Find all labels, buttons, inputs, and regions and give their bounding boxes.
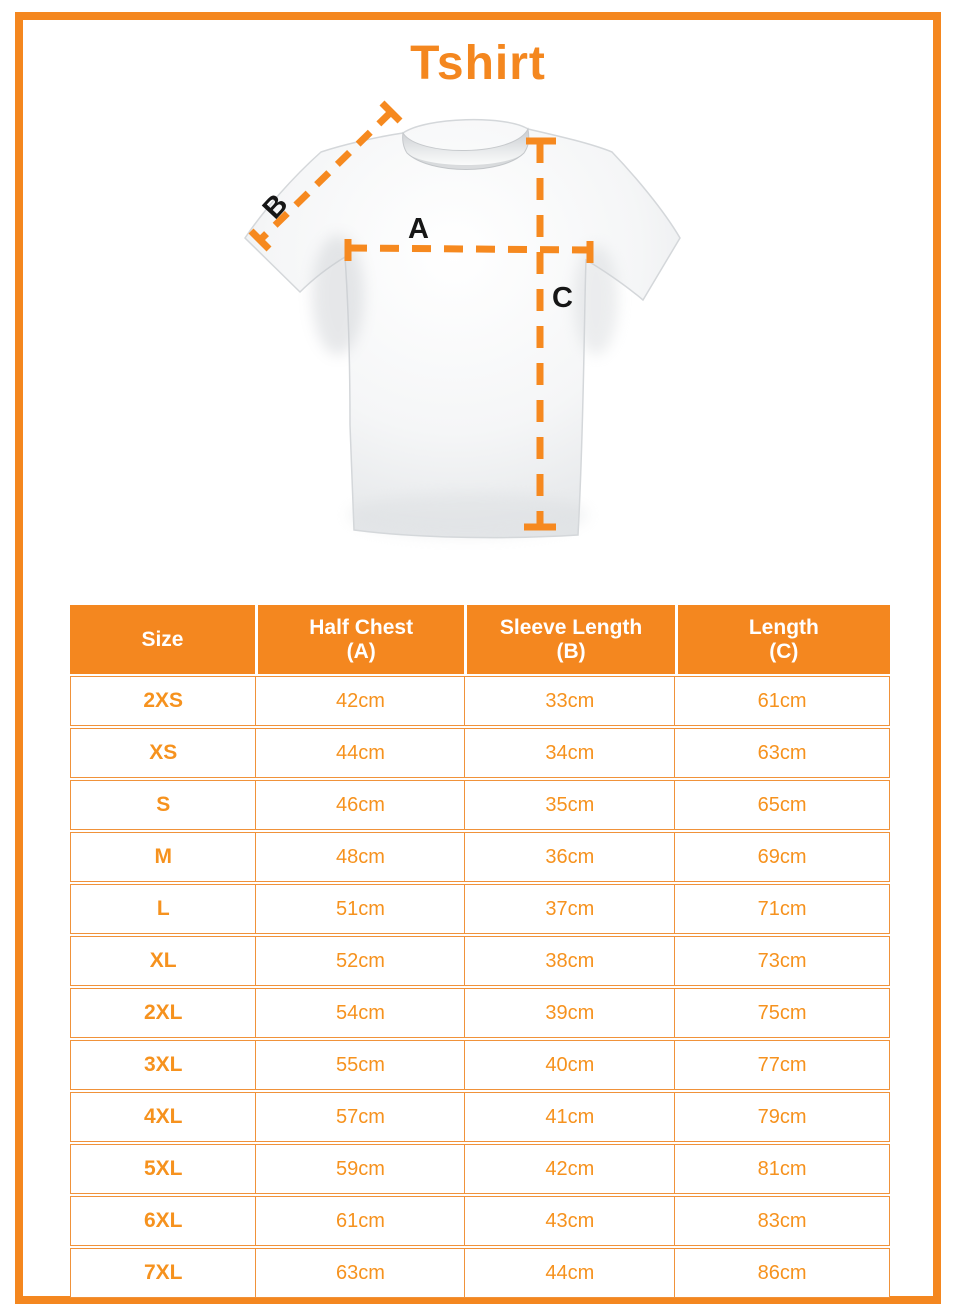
half-chest-cell: 51cm xyxy=(255,885,464,933)
table-row xyxy=(70,1040,890,1090)
half-chest-cell: 48cm xyxy=(255,833,464,881)
length-cell: 79cm xyxy=(674,1093,889,1141)
table-row xyxy=(70,1248,890,1298)
measure-label-a: A xyxy=(408,213,429,245)
size-cell: 2XS xyxy=(143,689,184,712)
sleeve-length-cell: 39cm xyxy=(464,989,674,1037)
table-row xyxy=(70,832,890,882)
half-chest-cell: 55cm xyxy=(255,1041,464,1089)
header-half-chest-line1: Half Chest xyxy=(309,615,414,639)
length-cell: 77cm xyxy=(674,1041,889,1089)
length-cell: 69cm xyxy=(674,833,889,881)
table-row xyxy=(70,884,890,934)
header-sleeve-length-line2: (B) xyxy=(556,639,586,663)
header-size-line1: Size xyxy=(141,627,184,651)
table-header-row xyxy=(70,605,890,674)
half-chest-cell: 42cm xyxy=(255,677,464,725)
header-length xyxy=(678,605,890,674)
tshirt-illustration xyxy=(23,95,933,577)
half-chest-cell: 61cm xyxy=(255,1197,464,1245)
sleeve-length-cell: 36cm xyxy=(464,833,674,881)
header-length-line1: Length xyxy=(748,615,819,639)
size-cell: 5XL xyxy=(143,1157,183,1180)
header-size xyxy=(70,605,255,674)
table-row xyxy=(70,676,890,726)
size-cell: S xyxy=(156,793,171,816)
sleeve-length-cell: 43cm xyxy=(464,1197,674,1245)
table-row xyxy=(70,780,890,830)
half-chest-cell: 57cm xyxy=(255,1093,464,1141)
tshirt-diagram-svg xyxy=(218,95,738,569)
size-table xyxy=(70,605,890,1298)
length-cell: 71cm xyxy=(674,885,889,933)
measure-label-c: C xyxy=(552,282,573,314)
size-cell: XS xyxy=(149,741,178,764)
header-length-line2: (C) xyxy=(769,639,799,663)
size-cell: L xyxy=(156,897,170,920)
tshirt-graphic xyxy=(245,120,680,538)
header-half-chest-line2: (A) xyxy=(346,639,376,663)
table-row xyxy=(70,1144,890,1194)
size-cell: 4XL xyxy=(143,1105,183,1128)
table-row xyxy=(70,988,890,1038)
half-chest-cell: 59cm xyxy=(255,1145,464,1193)
size-cell: 2XL xyxy=(143,1001,183,1024)
length-cell: 86cm xyxy=(674,1249,889,1297)
half-chest-cell: 54cm xyxy=(255,989,464,1037)
sleeve-length-cell: 44cm xyxy=(464,1249,674,1297)
header-sleeve-length-line1: Sleeve Length xyxy=(499,615,643,639)
half-chest-cell: 46cm xyxy=(255,781,464,829)
table-row xyxy=(70,1196,890,1246)
half-chest-cell: 52cm xyxy=(255,937,464,985)
table-row xyxy=(70,936,890,986)
sleeve-length-cell: 33cm xyxy=(464,677,674,725)
sleeve-length-cell: 37cm xyxy=(464,885,674,933)
measure-label-b: B xyxy=(256,188,295,226)
page-title: Tshirt xyxy=(410,37,546,90)
header-half-chest xyxy=(258,605,465,674)
sleeve-length-cell: 35cm xyxy=(464,781,674,829)
size-cell: 3XL xyxy=(143,1053,183,1076)
half-chest-cell: 63cm xyxy=(255,1249,464,1297)
header-sleeve-length xyxy=(467,605,674,674)
sleeve-length-cell: 41cm xyxy=(464,1093,674,1141)
length-cell: 83cm xyxy=(674,1197,889,1245)
size-cell: XL xyxy=(149,949,177,972)
sleeve-length-cell: 42cm xyxy=(464,1145,674,1193)
sleeve-length-cell: 34cm xyxy=(464,729,674,777)
size-cell: 7XL xyxy=(143,1261,183,1284)
length-cell: 63cm xyxy=(674,729,889,777)
length-cell: 65cm xyxy=(674,781,889,829)
length-cell: 73cm xyxy=(674,937,889,985)
page-border-frame xyxy=(15,12,941,1304)
length-cell: 75cm xyxy=(674,989,889,1037)
sleeve-length-cell: 38cm xyxy=(464,937,674,985)
length-cell: 61cm xyxy=(674,677,889,725)
size-cell: M xyxy=(154,845,172,868)
table-body xyxy=(70,676,890,1298)
length-cell: 81cm xyxy=(674,1145,889,1193)
size-cell: 6XL xyxy=(143,1209,183,1232)
sleeve-length-cell: 40cm xyxy=(464,1041,674,1089)
table-row xyxy=(70,1092,890,1142)
table-row xyxy=(70,728,890,778)
half-chest-cell: 44cm xyxy=(255,729,464,777)
